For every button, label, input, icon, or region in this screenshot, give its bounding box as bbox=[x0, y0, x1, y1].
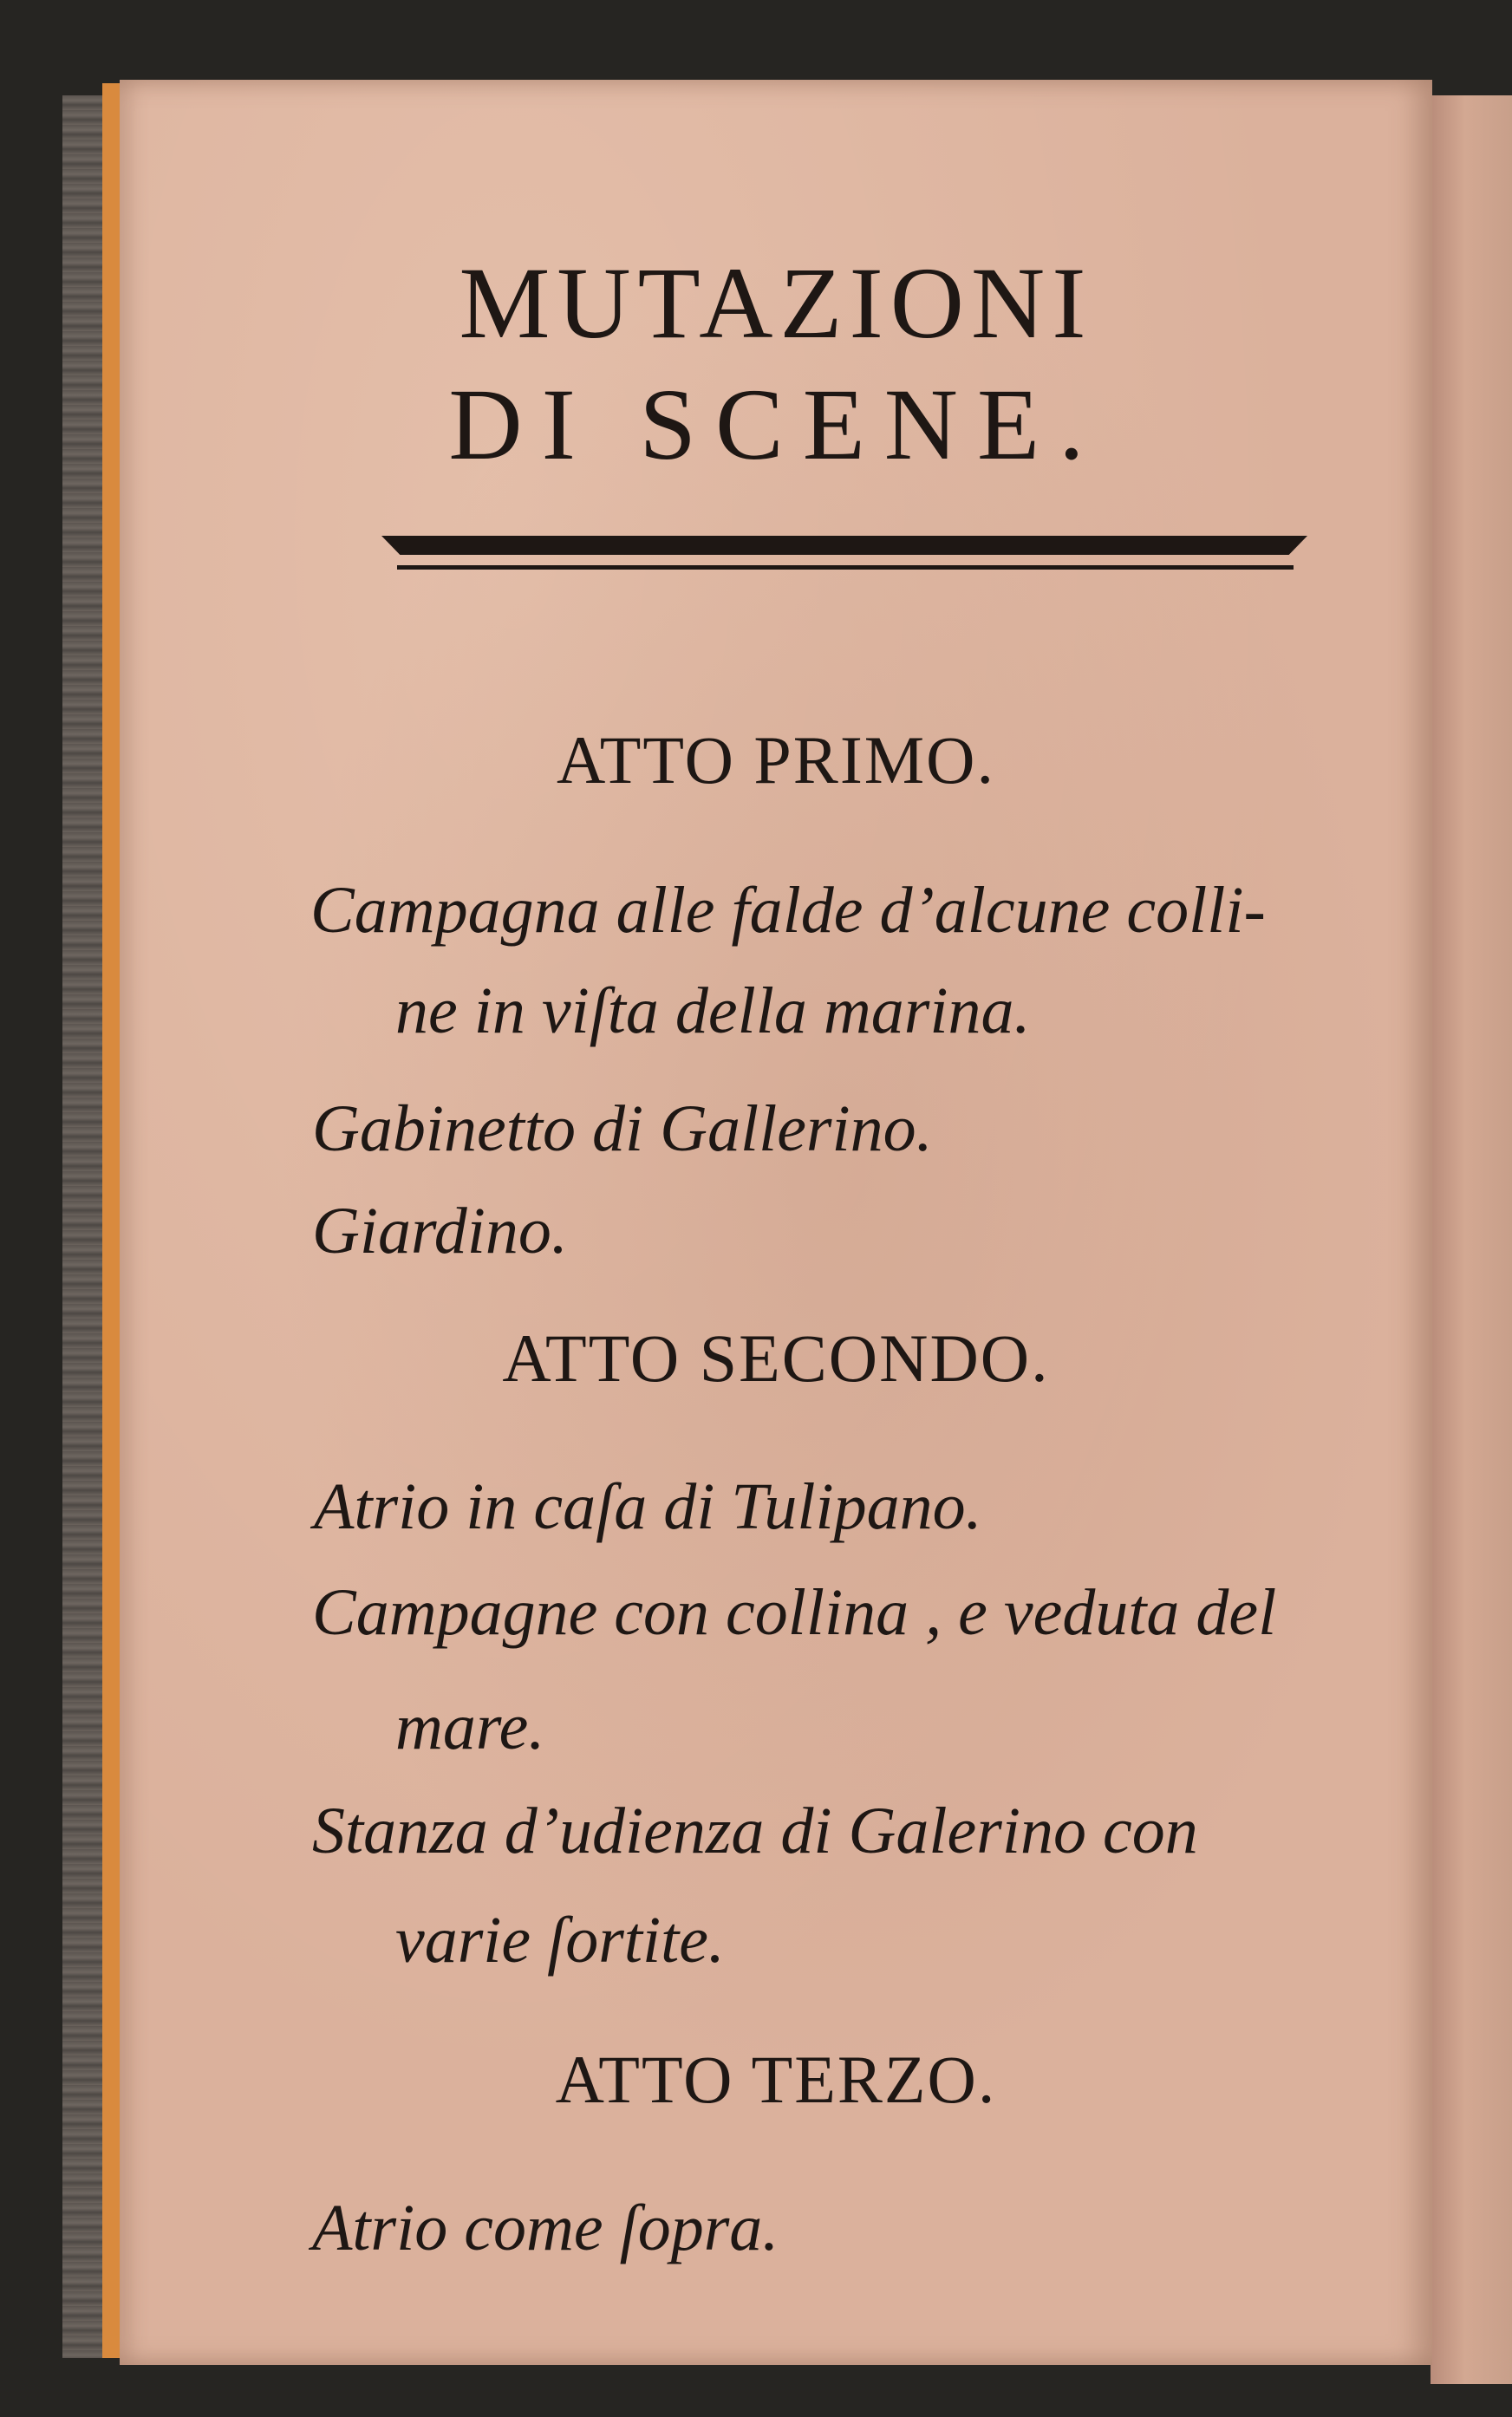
facing-page-edge bbox=[1431, 95, 1512, 2384]
page-title-line-1: MUTAZIONI bbox=[459, 246, 1093, 360]
title-rule-thin bbox=[397, 565, 1294, 570]
act-heading-secondo: ATTO SECONDO. bbox=[502, 1320, 1050, 1396]
scene-text: Atrio come ſopra. bbox=[312, 2192, 779, 2264]
page-content bbox=[120, 80, 1432, 2365]
scene-text-continued: mare. bbox=[395, 1691, 545, 1763]
scene-text: Giardino. bbox=[312, 1195, 568, 1267]
scene-text: Campagna alle falde d’alcune colli- bbox=[310, 874, 1266, 947]
scene-text: Campagne con collina , e veduta del bbox=[312, 1576, 1277, 1649]
page-title-line-2: DI SCENE. bbox=[448, 368, 1104, 481]
scene-text: Gabinetto di Gallerino. bbox=[312, 1092, 933, 1165]
scene-text: Atrio in caſa di Tulipano. bbox=[314, 1470, 982, 1543]
act-heading-primo: ATTO PRIMO. bbox=[557, 722, 995, 798]
act-heading-terzo: ATTO TERZO. bbox=[555, 2042, 997, 2117]
book-page bbox=[120, 80, 1432, 2365]
scene-text-continued: varie ſortite. bbox=[395, 1904, 725, 1977]
title-rule-thick bbox=[381, 536, 1307, 555]
scene-text-continued: ne in viſta della marina. bbox=[395, 974, 1031, 1047]
scene-text: Stanza d’udienza di Galerino con bbox=[312, 1795, 1198, 1867]
